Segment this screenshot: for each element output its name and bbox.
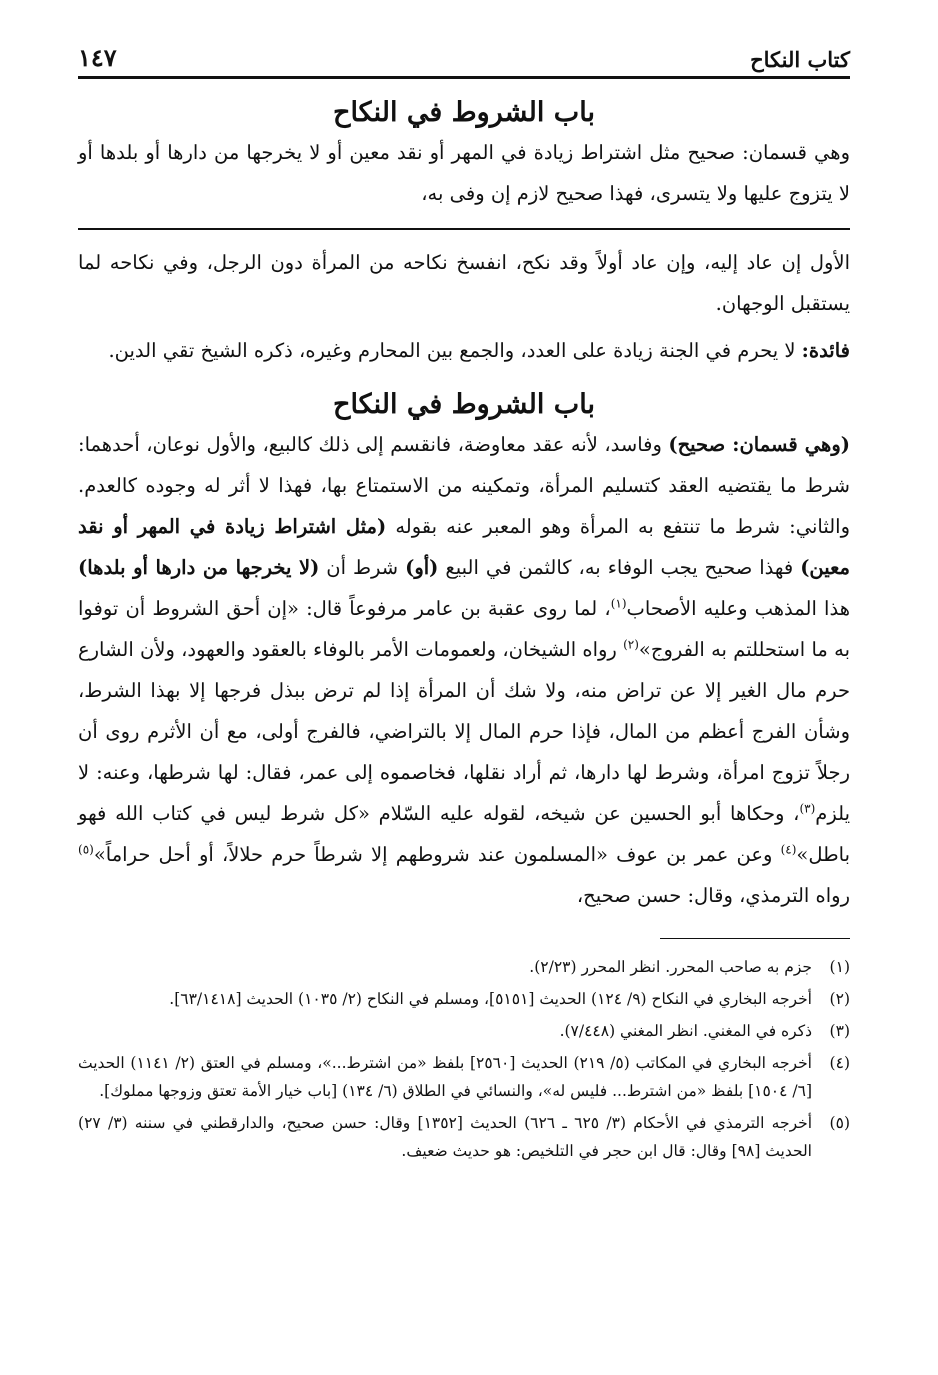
footnote [78,985,850,1013]
sharh-title: باب الشروط في النكاح [333,389,595,420]
matn-title: باب الشروط في النكاح [333,97,595,128]
footnote-divider [660,938,850,939]
footnote-ref[interactable]: (١) [610,596,627,611]
section-divider [78,228,850,230]
footnote-number: (١) [829,958,850,976]
book-title: كتاب النكاح [750,47,850,72]
footnotes [78,953,850,1165]
footnote-ref[interactable]: (٥) [78,842,94,857]
page [78,40,850,1169]
footnote-number: (٥) [829,1114,850,1132]
body-text: رواه الترمذي، وقال: حسن صحيح، [576,884,850,907]
footnote-number: (٤) [829,1054,850,1072]
body-text: شرط أن [319,556,406,579]
matn-section [78,97,850,214]
footnote-text: جزم به صاحب المحرر. انظر المحرر (٢/٢٣). [529,958,812,976]
quote-matn: (مثل اشتراط زيادة في المهر أو نقد معين) [78,515,850,579]
quote-matn: (وهي قسمان: صحيح) [668,433,850,456]
footnote [78,1109,850,1165]
footnote-text: ذكره في المغني. انظر المغني (٧/٤٤٨). [559,1022,812,1040]
footnote-ref[interactable]: (٢) [623,637,639,652]
footnote-ref[interactable]: (٤) [780,842,797,857]
matn-text: وهي قسمان: صحيح مثل اشتراط زيادة في المهر أو نقد معين أو لا يخرجها من دارها أو بلدها أو لا يتزوج عليها ولا يتسرى، فهذا صحيح لازم إن وفى به، [78,141,850,205]
footnote-number: (٣) [829,1022,850,1040]
sharh-paragraph: الأول إن عاد إليه، وإن عاد أولاً وقد نكح، انفسخ نكاحه من المرأة دون الرجل، وفي نكاحه لما يستقبل الوجهان. [78,251,850,315]
faida-label: فائدة: [801,339,850,362]
page-number: ١٤٧ [78,43,117,72]
body-text: هذا المذهب وعليه الأصحاب [626,597,850,620]
footnote-text: أخرجه الترمذي في الأحكام (٣/ ٦٢٥ ـ ٦٢٦) الحديث [١٣٥٢] وقال: حسن صحيح، والدارقطني في سننه (٣/ ٢٧) الحديث [٩٨] وقال: قال ابن حجر في التلخيص: هو حديث ضعيف. [78,1114,813,1160]
faida-paragraph [78,330,850,371]
footnote [78,1049,850,1105]
body-text: رواه الشيخان، ولعمومات الأمر بالوفاء بالعقود والعهود، ولأن الشارع حرم مال الغير إلا عن تراض منه، ولا شك أن المرأة إذا لم ترض ببذل فرجها إلا بهذا الشرط، وشأن الفرج أعظم من المال، فإذا حرم المال إلا بالتراضي، فالفرج أولى، مع أن الأثرم روى أن رجلاً تزوج امرأة، وشرط لها دارها، ثم أراد نقلها، فخاصموه إلى عمر، فقال: لها شرطها، وعنه: لا يلزم [78,638,850,825]
footnote [78,953,850,981]
body-text: وفاسد، لأنه عقد معاوضة، فانقسم إلى ذلك كالبيع، والأول نوعان، أحدهما: شرط ما يقتضيه العقد كتسليم المرأة، وتمكينه من الاستمتاع بها، فهذا لا أثر له وجوده كالعدم. والثاني: شرط ما تنتفع به المرأة وهو المعبر عنه بقوله [78,433,850,538]
body-text: ، وحكاها أبو الحسين عن شيخه، لقوله عليه السّلام «كل شرط ليس في كتاب الله فهو باطل» [78,802,850,866]
quote-matn: (أو) [405,556,439,579]
sharh-section [78,242,850,916]
quote-matn: (لا يخرجها من دارها أو بلدها) [78,556,320,579]
faida-text: لا يحرم في الجنة زيادة على العدد، والجمع بين المحارم وغيره، ذكره الشيخ تقي الدين. [108,339,796,362]
footnote-number: (٢) [829,990,850,1008]
running-header [78,40,850,79]
sharh-body [78,424,850,916]
body-text: فهذا صحيح يجب الوفاء به، كالثمن في البيع [438,556,801,579]
footnote-text: أخرجه البخاري في النكاح (٩/ ١٢٤) الحديث [٥١٥١]، ومسلم في النكاح (٢/ ١٠٣٥) الحديث [٦٣/١٤١٨]. [169,990,812,1008]
footnote-text: أخرجه البخاري في المكاتب (٥/ ٢١٩) الحديث [٢٥٦٠] بلفظ «من اشترط...»، ومسلم في العتق (٢/ ١١٤١) الحديث [٦/ ١٥٠٤] بلفظ «من اشترط... فليس له»، والنسائي في الطلاق (٦/ ١٣٤) [باب خيار الأمة تعتق وزوجها مملوك]. [78,1054,812,1100]
body-text: ، لما روى عقبة بن عامر مرفوعاً قال: «إن أحق الشروط أن توفوا به ما استحللتم به الفروج» [78,597,850,661]
footnote-ref[interactable]: (٣) [799,801,816,816]
body-text: وعن عمر بن عوف «المسلمون عند شروطهم إلا شرطاً حرم حلالاً، أو أحل حراماً» [93,843,781,866]
footnote [78,1017,850,1045]
